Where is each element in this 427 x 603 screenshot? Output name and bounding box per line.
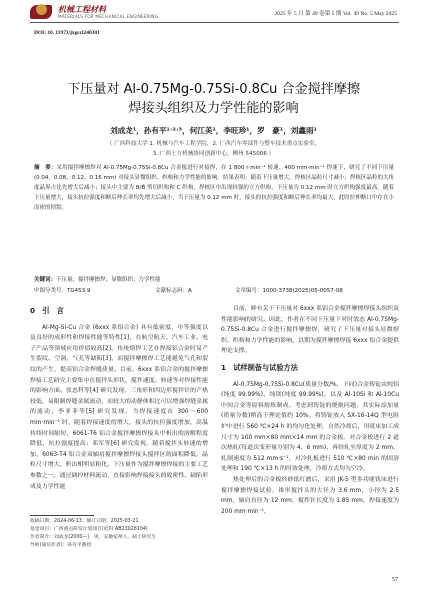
journal-header	[0, 0, 427, 22]
article-number: 文章编号：1000-3738(2025)05-0057-08	[235, 288, 343, 294]
footnote-received: 收稿日期：2024-06-13；修订日期：2025-03-21	[30, 519, 139, 524]
author-list: 刘成龙¹，孙有平¹˒²˒³，何江美¹，李旺珍¹，罗 豪¹，刘鑫雨¹	[110, 126, 317, 135]
journal-name-en: MATERIALS FOR MECHANICAL ENGINEERING	[58, 14, 159, 19]
footnote-fund: 基金项目：广西重点研发计划项目(桂科 AB23028104)	[30, 527, 148, 532]
clc-number: 中图分类号：TG453.9	[34, 288, 91, 294]
journal-name-cn: 机械工程材料	[58, 5, 106, 14]
methods-paragraph-2: 热处理后的合金板经砂纸打磨后，采用 JK-5 型多功能铣床进行搅拌摩擦焊接试验，锥形搅拌头的大径为 3.6 mm，小径为 2.5 mm，轴肩直径为 12 mm，搅拌针长度为 1.85 mm，焊接速度为 200 mm·min⁻¹，	[221, 476, 399, 515]
left-column	[30, 304, 208, 492]
footnote-author: 作者简介：刘成龙(2000—)，男，安徽宿州人，硕士研究生	[30, 535, 157, 540]
abstract	[34, 163, 394, 213]
right-paragraph-1: 目前，鲜有关于下压量对 6xxx 系铝合金搅拌摩擦焊接头组织及性能影响的研究。因此，作者在不同下压量下对时效态 Al-0.75Mg-0.75Si-0.8Cu 合金进行搅拌摩擦焊，研究了下压量对接头显微组织、织构和力学性能的影响，以期为搅拌摩擦焊接 6xxx 铝合金提供理论支撑。	[221, 306, 399, 355]
issue-info: 2025 年 5 月 第 49 卷第 5 期 Vol. 49 No. 5 May 2025	[274, 11, 397, 17]
header-divider	[30, 22, 399, 23]
journal-logo-emblem-icon	[36, 4, 47, 15]
right-column	[221, 304, 399, 517]
abstract-text: 采用搅拌摩擦焊对 Al-0.75Mg-0.75Si-0.8Cu 合金板进行对接焊，在 1 800 r·min⁻¹ 转速、400 mm·min⁻¹ 焊速下，研究了不同下压量 (0.04，0.08，0.12，0.16 mm) 对接头显微组织、织构和力学性能的影响。结果表明：随着下压量增大，焊核区晶粒尺寸减小，焊核区晶粒的大角度晶界占比先增大后减小；接头中主要为 B/B̄ 剪切织构和 C 织构，焊核区中出现较强的立方织构，下压量为 0.12 mm 时立方织构强度最高。随着下压量增大，接头抗拉强度和断后伸长率均先增大后减小，当下压量为 0.12 mm 时，接头的抗拉强度和断后伸长率均最大，此时拉伸断口中存在小而密的韧窝。	[34, 165, 394, 211]
keywords-label: 关键词：	[34, 277, 57, 283]
document-code: 文献标志码：A	[155, 288, 192, 294]
intro-paragraph: Al-Mg-Si-Cu 合金 (6xxx 系铝合金) 具有低密度、中等强度以及良好的成形性和焊接性能等特性[1]，在航空航天、汽车工业、电子产品等领域应用价值较高[2]。传统熔焊工艺在焊接铝合金时易产生裂纹、空洞、气孔等缺陷[3]，而搅拌摩擦焊工艺能避免气孔和裂纹的产生，提高铝合金焊缝质量。目前，6xxx 系铝合金的搅拌摩擦焊接工艺研究主要集中在搅拌头形状、搅拌速度、转速等对焊接性能的影响方面。张忠科等[4] 研究发现，三角形和四边形搅拌针的产热较低，易限制焊缝金属流动，而较大的动静体积比可以增强焊缝金属的流动；李亚菲等[5] 研究发现，当焊接速度在 300～600 mm·min⁻¹ 时，随着焊接速度的增大，接头的抗拉强度增加，高温持续时间缩短，6061-T6 铝合金搅拌摩擦焊接头中析出的溶解程度降低，抗拉强度提高；邓军等[6] 研究发现，随着搅拌头转速的增加，6063-T4 铝合金双轴肩搅拌摩擦焊接头搅拌区的面积降低，晶粒尺寸增大，析出相明显粗化。下压量作为搅拌摩擦焊接的主要工艺参数之一，通过调控材料流动，直接影响焊接接头的致密性、缺陷形成及力学性能	[30, 324, 208, 490]
paper-title-line-2: 焊接头组织及力学性能的影响	[128, 101, 299, 116]
footnote-supervisor: 导师(通信作者)：孙有平教授	[30, 543, 92, 548]
methods-paragraph-1: Al-0.75Mg-0.75Si-0.8Cu(质量分数/%，下同)合金铸锭由纯铝(纯度 99.99%)、纯镁(纯度 99.99%)，以及 Al-10Si 和 Al-10Cu 中间合金等原料熔炼制成。考虑到铸锭的烧损问题，其实际添加量(质量分数)稍高于理论值约 10%。将铸锭放入 SX-16-14Q 型电阻炉中进行 560 ℃×24 h 的均匀化处理，自然冷却后，用铣床加工成尺寸为 100 mm×80 mm×14 mm 的合金板。对合金板进行 2 道次热轧(每道次变形量分别为 4，6 mm)，再经轧至厚度为 2 mm，轧制速度为 512 mm·s⁻¹，对冷轧板进行 510 ℃×80 min 的固溶处理和 190 ℃×13 h 的时效处理，冷却方式均为空冷。	[221, 381, 399, 473]
section-heading-intro: 0 引 言	[30, 306, 64, 315]
page-number: 57	[392, 577, 398, 583]
section-heading-methods: 1 试样制备与试验方法	[221, 362, 298, 372]
paper-title-line-1: 下压量对 Al-0.75Mg-0.75Si-0.8Cu 合金搅拌摩擦	[67, 82, 360, 97]
keywords-text: 下压量；搅拌摩擦焊；显微组织；力学性能	[56, 277, 161, 283]
footnote	[30, 518, 208, 550]
affiliation-line-1: （ 广西科技大学 1. 机械与汽车工程学院，2. 广西汽车零部件与整车技术重点实验室，	[106, 141, 321, 147]
doi[interactable]: DOI: 10. 11973/jxgccl240301	[34, 30, 100, 36]
affiliation-line-2: 3. 广西土方机械协同创新中心，柳州 545006 ）	[152, 151, 275, 157]
abstract-label: 摘 要：	[34, 165, 57, 171]
footnote-divider	[30, 515, 94, 516]
keywords	[34, 275, 394, 283]
